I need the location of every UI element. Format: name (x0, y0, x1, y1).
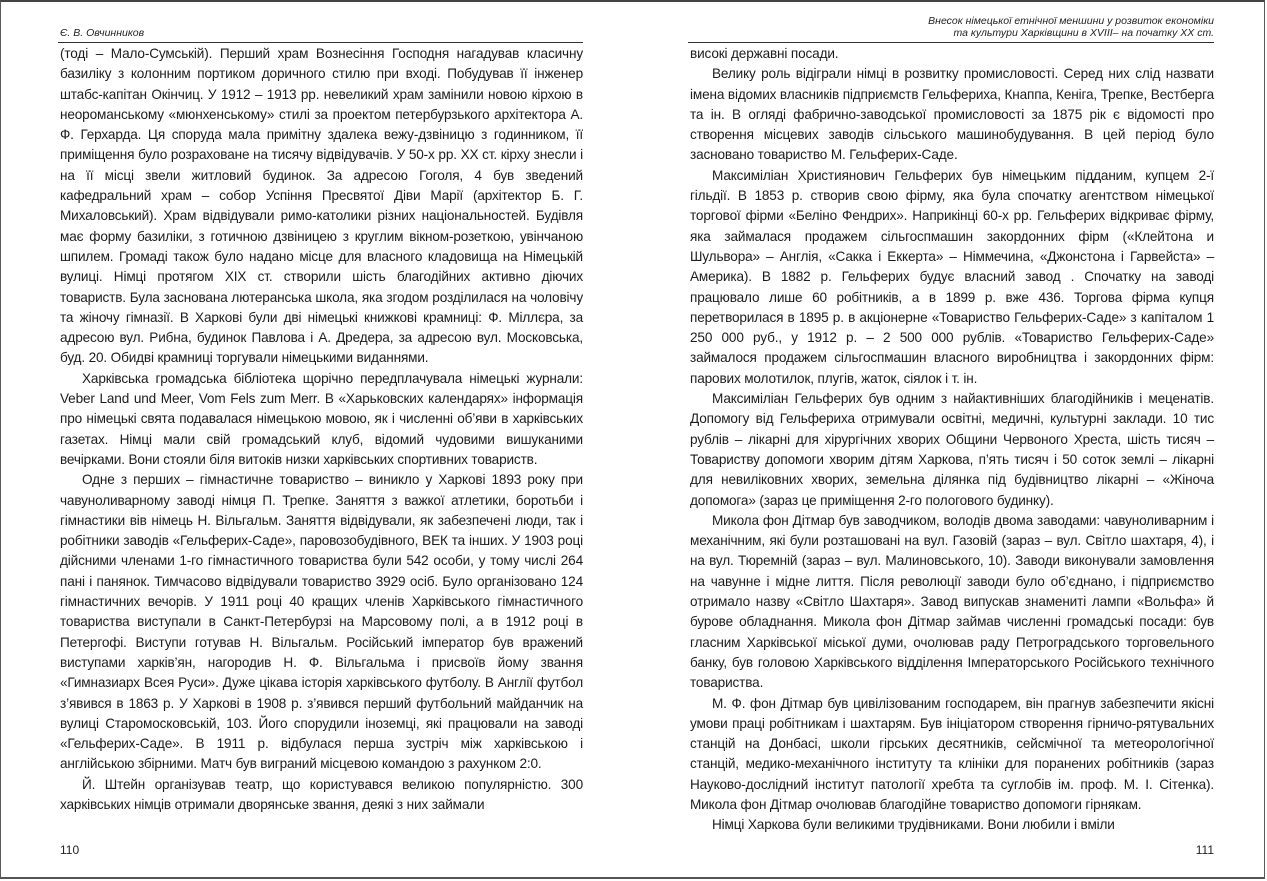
paragraph: високі державні посади. (690, 46, 839, 61)
author-name: Є. В. Овчинников (60, 27, 145, 39)
right-page (688, 0, 1214, 881)
left-page-body (60, 44, 583, 815)
paragraph: М. Ф. фон Дітмар був цивілізованим господарем, він прагнув забезпечити якісні умови праці робітникам і шахтарям. Був ініціатором створення гірничо-рятувальних станцій на Донбасі, школи гірських десятників, сейсмічної та метеорологічної станцій, медико-механічного інституту та клініки для поранених робітників (зараз Науково-дослідний інститут патології хребта та суглобів ім. проф. М. І. Сітенка). Микола фон Дітмар очолював благодійне товариство допомоги гірнякам. (690, 695, 1214, 812)
chapter-title (928, 15, 1214, 39)
page-number-right: 111 (1195, 843, 1214, 857)
running-head-right (688, 12, 1214, 43)
right-page-body (690, 44, 1214, 836)
chapter-title-line-2: та культури Харківщини в XVIII– на початку ХХ ст. (953, 27, 1214, 39)
paragraph: Микола фон Дітмар був заводчиком, володів двома заводами: чавуноливарним і механічним, які були розташовані на вул. Газовій (зараз – вул. Світло шахтаря, 4), і на вул. Тюремній (зараз – вул. Малиновського, 10). Заводи виконували замовлення на чавунне і мідне лиття. Після революції заводи було об’єднано, і підприємство отримало назву «Світло Шахтаря». Завод випускав знамениті лампи «Вольфа» й бурове обладнання. Микола фон Дітмар займав численні громадські посади: був гласним Харківської міської думи, очолював раду Петроградського торговельного банку, був головою Харківського відділення Імператорського Російського технічного товариства. (690, 512, 1214, 691)
paragraph: Харківська громадська бібліотека щорічно передплачувала німецькі журнали: Veber Land und Meer, Vom Fels zum Merr. В «Харьковских календарях» інформація про німецькі свята подавалася німецькою мовою, як і численні об’яви в харківських газетах. Німці мали свій громадський клуб, відомий чудовими вишуканими вечірками. Вони стояли біля витоків низки харківських спортивних товариств. (60, 370, 583, 467)
paragraph: Максиміліан Гельферих був одним з найактивніших благодійників і меценатів. Допомогу від Гельфериха отримували освітні, медичні, культурні заклади. 10 тис рублів – лікарні для хірургічних хворих Общини Червоного Хреста, шість тисяч – Товариству допомоги хворим дітям Харкова, п’ять тисяч і 50 соток землі – лікарні для невиліковних хворих, земельна ділянка під будівництво лікарні – «Жіноча допомога» (зараз це приміщення 2-го пологового будинку). (690, 391, 1214, 508)
paragraph: Велику роль відіграли німці в розвитку промисловості. Серед них слід назвати імена відомих власників підприємств Гельфериха, Кнаппа, Кеніга, Трепке, Вестберга та ін. В огляді фабрично-заводської промисловості за 1875 рік є відомості про створення місцевих заводів сільського машинобудування. В цей період було засновано товариство М. Гельферих-Саде. (690, 66, 1214, 163)
paragraph: (тоді – Мало-Сумській). Перший храм Вознесіння Господня нагадував класичну базиліку з колонним портиком доричного стилю при вході. Побудував її інженер штабс-капітан Окінчиц. У 1912 – 1913 рр. невеликий храм замінили новою кірхою в неороманському «мюнхенському» стилі за проектом петербурзького архітектора А. Ф. Герхарда. Ця споруда мала примітну здалека вежу-дзвіницю з годинником, її приміщення було розраховане на тисячу відвідувачів. У 50-х рр. ХХ ст. кірху знесли і на її місці звели житловий будинок. За адресою Гоголя, 4 був зведений кафедральний храм – собор Успіння Пресвятої Діви Марії (архітектор Б. Г. Михаловський). Храм відвідували римо-католики різних національностей. Будівля має форму базиліки, з готичною дзвіницею з круглим вікном-розеткою, увінчаною шпилем. Громаді також було надано місце для власного кладовища на Німецькій вулиці. Німці протягом XIX ст. створили шість благодійних активно діючих товариств. Була заснована лютеранська школа, яка згодом розділилася на чоловічу та жіночу гімназії. В Харкові були дві німецькі книжкові крамниці: Ф. Міллєра, за адресою вул. Рибна, будинок Павлова і А. Дредера, за адресою вул. Московська, буд. 20. Обидві крамниці торгували німецькими виданнями. (60, 46, 583, 366)
chapter-title-line-1: Внесок німецької етнічної меншини у розвиток економіки (928, 15, 1214, 27)
left-page (58, 0, 583, 881)
paragraph: Одне з перших – гімнастичне товариство – виникло у Харкові 1893 року при чавуноливарному заводі німця П. Трепке. Заняття з важкої атлетики, боротьби і гімнастики вів німець Н. Вільгальм. Заняття відвідували, як забезпечені люди, так і робітники заводів «Гельферих-Саде», паровозобудівного, ВЕК та інших. У 1903 році дійсними членами 1-го гімнастичного товариства були 542 особи, у тому числі 264 пані і панянок. Тимчасово відвідували товариство 3929 осіб. Було організовано 124 гімнастичних вечорів. У 1911 році 40 кращих членів Харківського гімнастичного товариства виступали в Санкт-Петербурзі на Марсовому полі, а в 1912 році в Петергофі. Виступи готував Н. Вільгальм. Російський імператор був вражений виступами харків’ян, нагородив Н. Ф. Вільгальма і присвоїв йому звання «Гимназиарх Всея Руси». Дуже цікава історія харківського футболу. В Англії футбол з’явився в 1863 р. У Харкові в 1908 р. з’явився перший футбольний майданчик на вулиці Старомосковській, 103. Його спорудили іноземці, які працювали на заводі «Гельферих-Саде». В 1911 р. відбулася перша зустріч між харківською і англійською збірними. Матч був виграний місцевою командою з рахунком 2:0. (60, 472, 583, 772)
running-head-left (58, 12, 583, 43)
paragraph: Німці Харкова були великими трудівниками. Вони любили і вміли (712, 817, 1115, 833)
paragraph: Максиміліан Християнович Гельферих був німецьким підданим, купцем 2-ї гільдії. В 1853 р. створив свою фірму, яка була спочатку агентством німецької торгової фірми «Беліно Фендрих». Наприкінці 60-х рр. Гельферих відкриває фірму, яка займалася продажем сільгоспмашин закордонних фірм («Клейтона и Шульвора» – Англія, «Сакка і Еккерта» – Німмечина, «Джонстона і Гарвейста» – Америка). В 1882 р. Гельферих будує власний завод . Спочатку на заводі працювало лише 60 робітників, а в 1899 р. вже 436. Торгова фірма купця перетворилася в 1895 р. в акціонерне «Товариство Гельферих-Саде» з капіталом 1 250 000 руб., у 1912 р. – 2 500 000 рублів. «Товариство Гельферих-Саде» займалося продажем сільгоспмашин власного виробництва і закордонних фірм: парових молотилок, плугів, жаток, сіялок і т. ін. (690, 167, 1214, 386)
page-number-left: 110 (60, 843, 80, 857)
paragraph: Й. Штейн організував театр, що користувався великою популярністю. 300 харківських німців отримали дворянське звання, деякі з них займали (60, 776, 583, 812)
